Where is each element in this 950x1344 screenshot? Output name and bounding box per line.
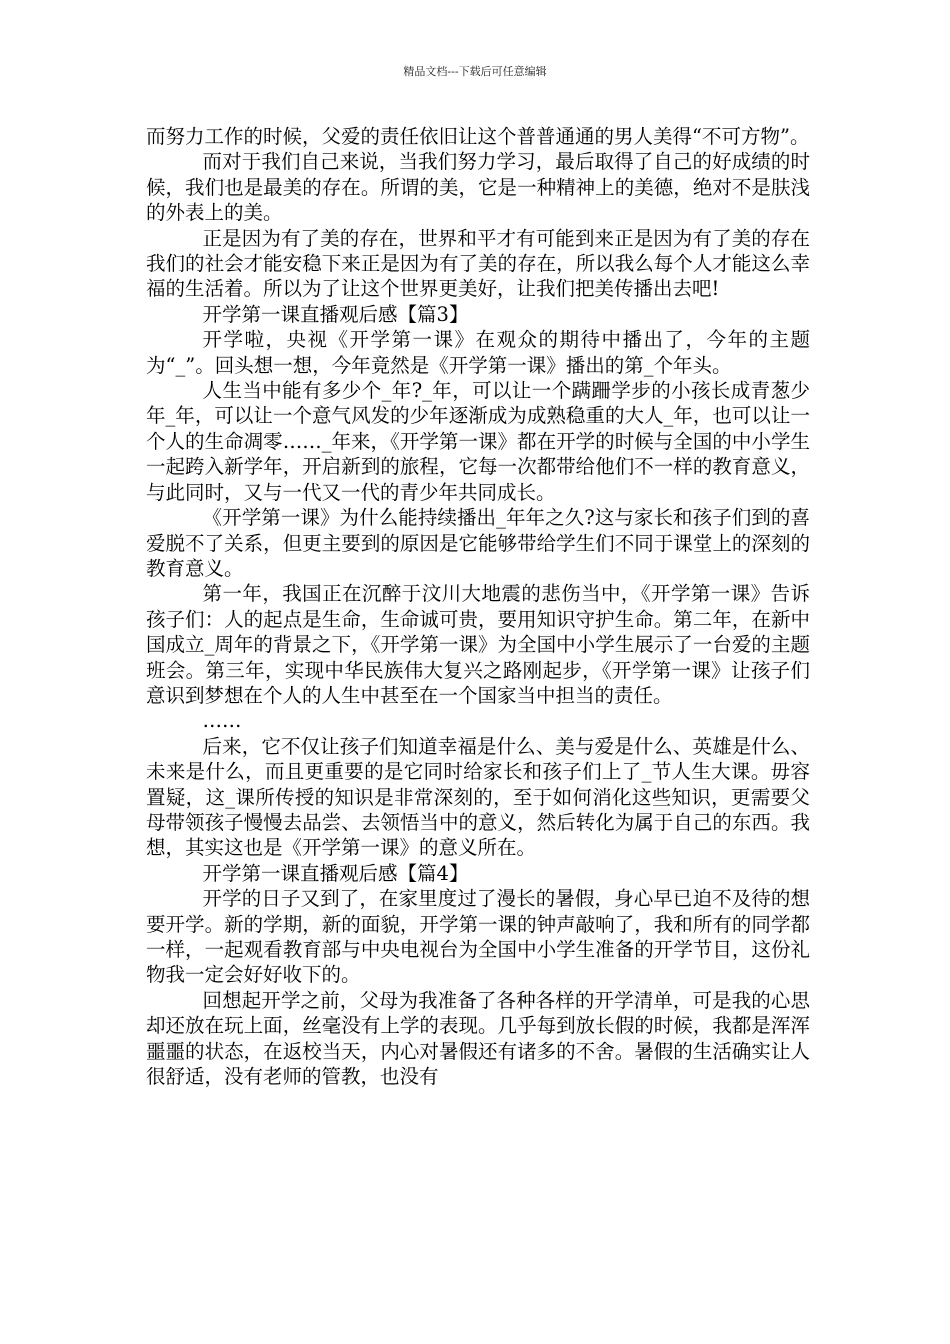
paragraph: 开学啦，央视《开学第一课》在观众的期待中播出了，今年的主题为“_”。回头想一想，今年竟然是《开学第一课》播出的第_个年头。	[146, 328, 810, 377]
paragraph: 正是因为有了美的存在，世界和平才有可能到来正是因为有了美的存在我们的社会才能安稳下来正是因为有了美的存在，所以我么每个人才能这么幸福的生活着。所以为了让这个世界更美好，让我们把美传播出去吧!	[146, 226, 810, 301]
paragraph: 第一年，我国正在沉醉于汶川大地震的悲伤当中，《开学第一课》告诉孩子们：人的起点是生命，生命诚可贵，要用知识守护生命。第二年，在新中国成立_周年的背景之下，《开学第一课》为全国中小学生展示了一台爱的主题班会。第三年，实现中华民族伟大复兴之路刚起步，《开学第一课》让孩子们意识到梦想在个人的人生中甚至在一个国家当中担当的责任。	[146, 582, 810, 707]
paragraph: 后来，它不仅让孩子们知道幸福是什么、美与爱是什么、英雄是什么、未来是什么，而且更重要的是它同时给家长和孩子们上了_节人生大课。毋容置疑，这_课所传授的知识是非常深刻的，至于如何消化这些知识，更需要父母带领孩子慢慢去品尝、去领悟当中的意义，然后转化为属于自己的东西。我想，其实这也是《开学第一课》的意义所在。	[146, 734, 810, 860]
paragraph: 而对于我们自己来说，当我们努力学习，最后取得了自己的好成绩的时候，我们也是最美的存在。所谓的美，它是一种精神上的美德，绝对不是肤浅的外表上的美。	[146, 150, 810, 225]
paragraph: 人生当中能有多少个_年?_年，可以让一个蹒跚学步的小孩长成青葱少年_年，可以让一个意气风发的少年逐渐成为成熟稳重的大人_年，也可以让一个人的生命凋零……_年来，《开学第一课》都在开学的时候与全国的中小学生一起跨入新学年，开启新到的旅程，它每一次都带给他们不一样的教育意义，与此同时，又与一代又一代的青少年共同成长。	[146, 379, 810, 504]
paragraph: 回想起开学之前，父母为我准备了各种各样的开学清单，可是我的心思却还放在玩上面，丝毫没有上学的表现。几乎每到放长假的时候，我都是浑浑噩噩的状态，在返校当天，内心对暑假还有诸多的不舍。暑假的生活确实让人很舒适，没有老师的管教，也没有	[146, 988, 810, 1089]
page-header: 精品文档---下载后可任意编辑	[403, 65, 547, 78]
ellipsis-line: ……	[202, 709, 242, 733]
paragraph: 而努力工作的时候，父爱的责任依旧让这个普普通通的男人美得“不可方物”。	[146, 125, 810, 148]
document-body	[146, 124, 810, 1089]
paragraph: 《开学第一课》为什么能持续播出_年年之久?这与家长和孩子们到的喜爱脱不了关系，但更主要到的原因是它能够带给学生们不同于课堂上的深刻的教育意义。	[146, 506, 810, 580]
paragraph: 开学的日子又到了，在家里度过了漫长的暑假，身心早已迫不及待的想要开学。新的学期，新的面貌，开学第一课的钟声敲响了，我和所有的同学都一样，一起观看教育部与中央电视台为全国中小学生准备的开学节目，这份礼物我一定会好好收下的。	[146, 887, 810, 987]
section-heading: 开学第一课直播观后感【篇3】	[202, 302, 469, 326]
section-heading: 开学第一课直播观后感【篇4】	[202, 861, 469, 885]
